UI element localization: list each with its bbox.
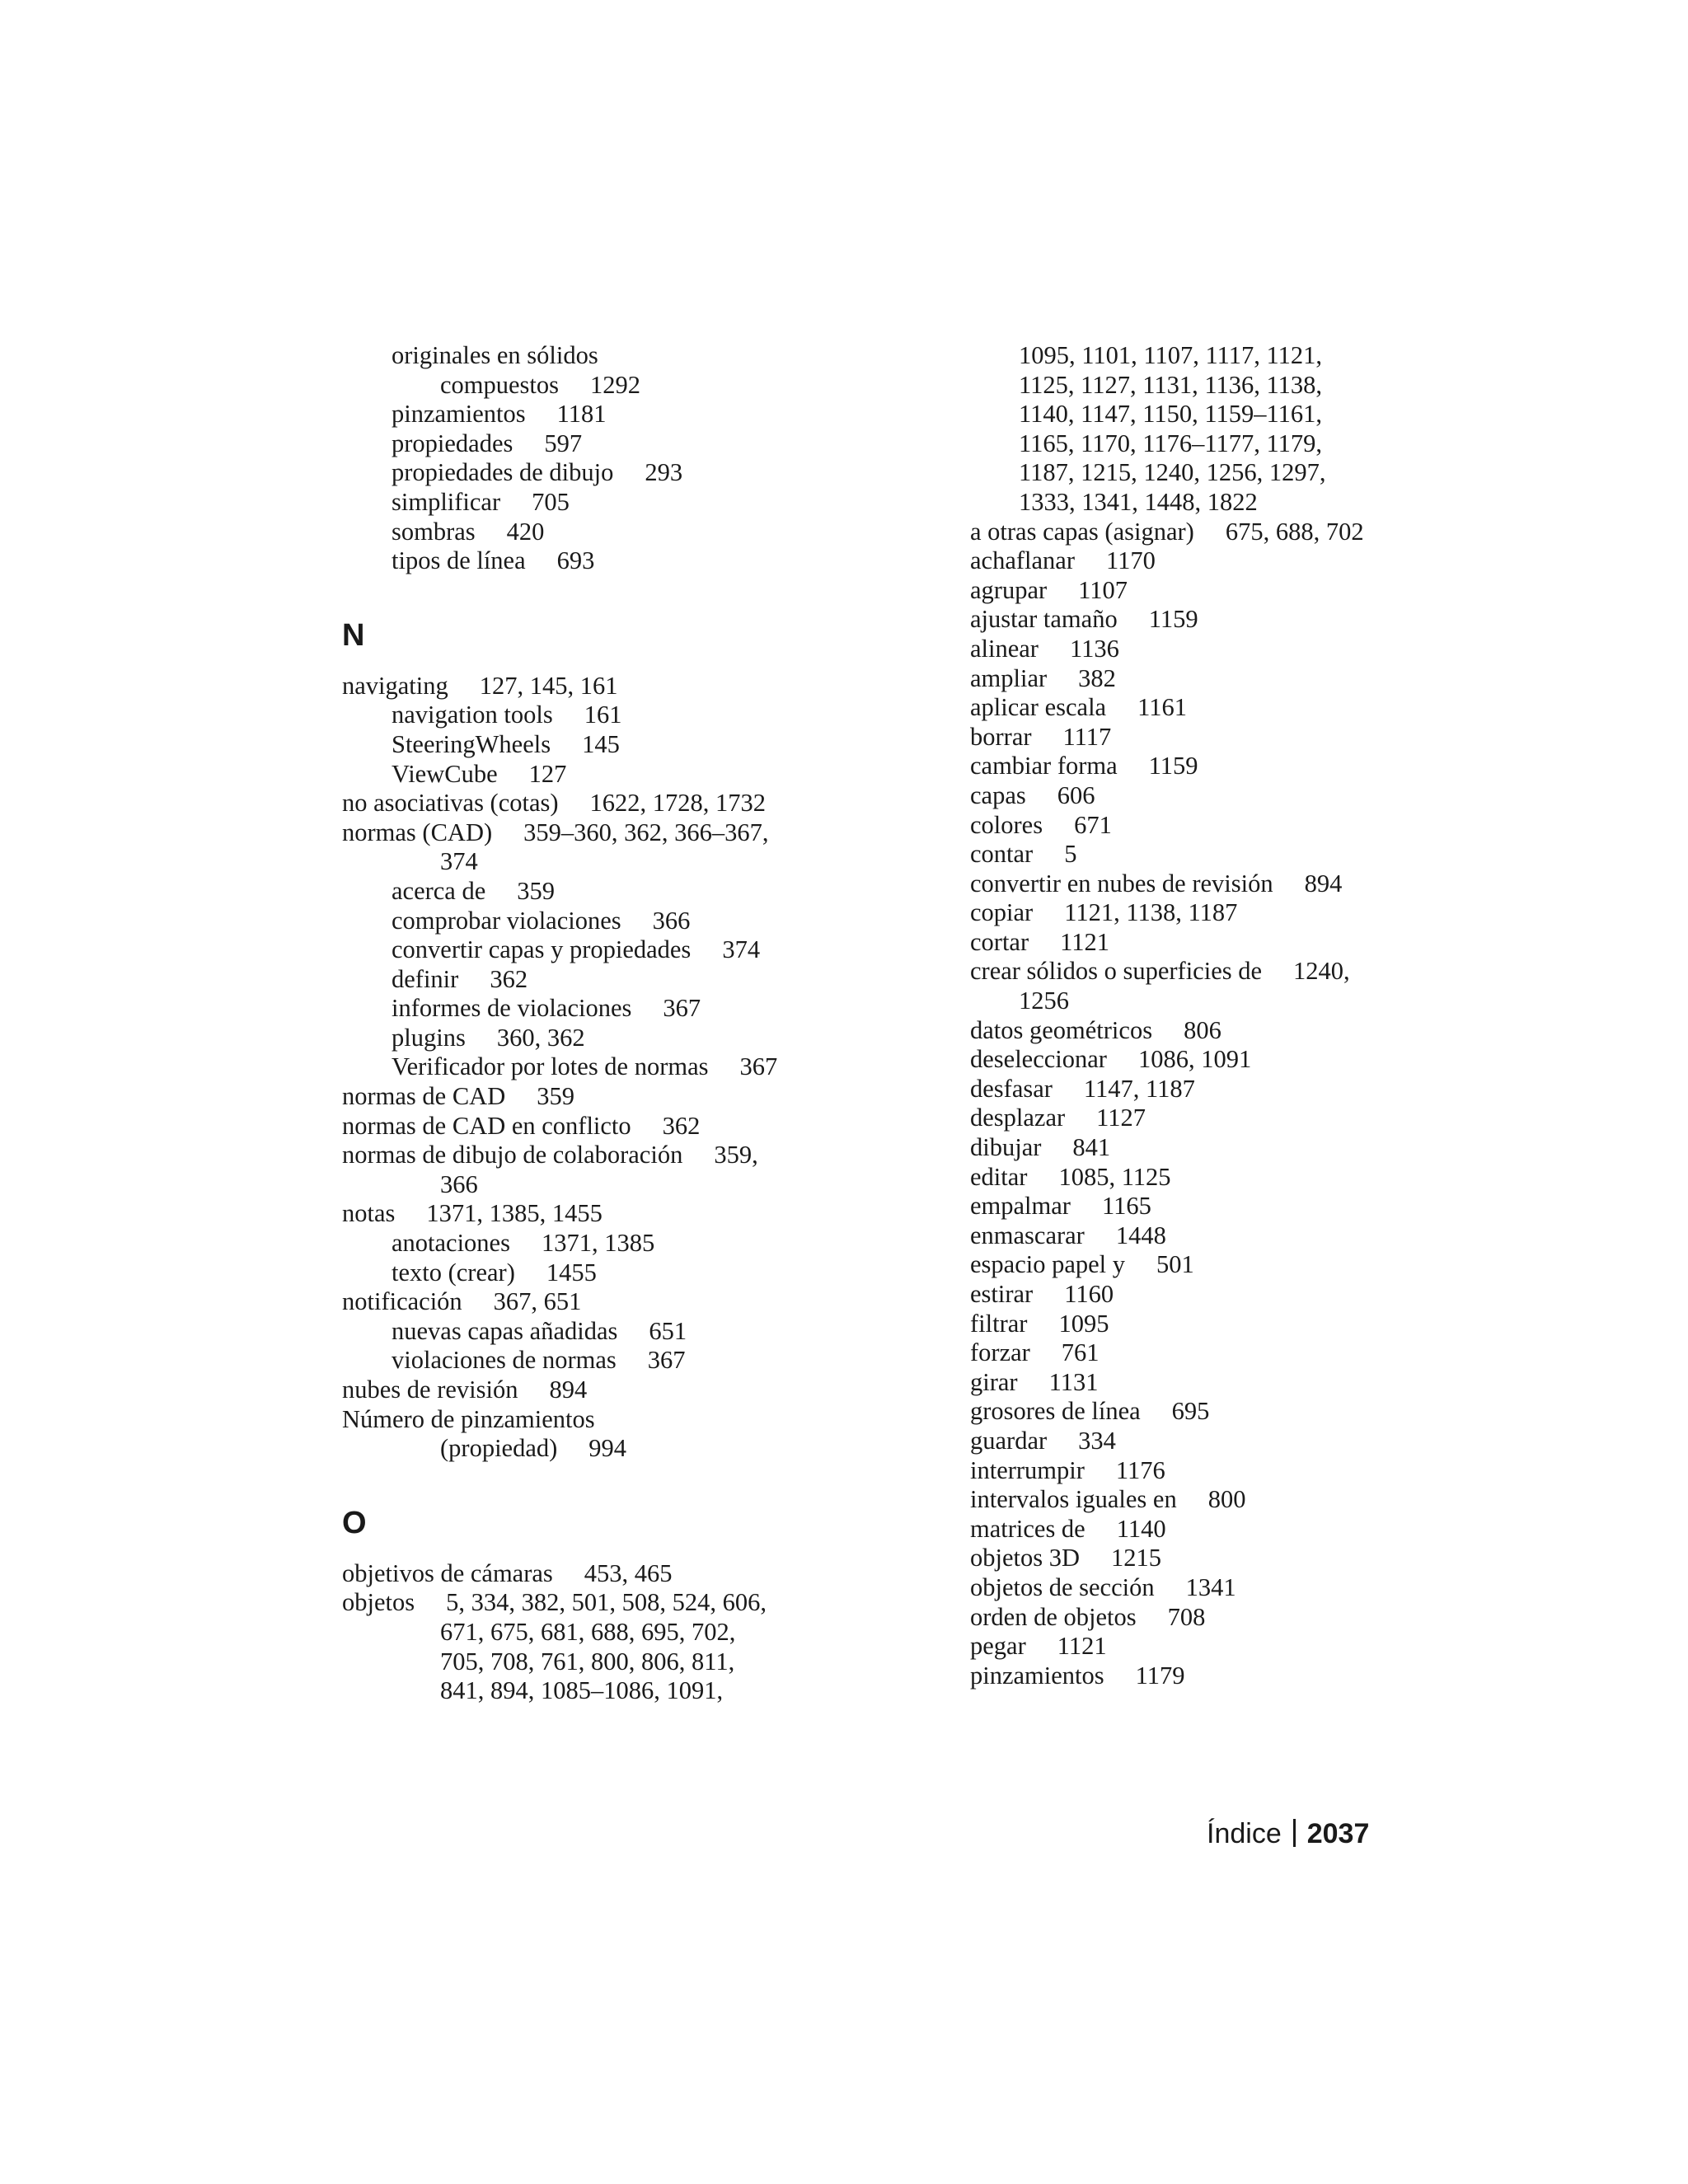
entry-term: normas (CAD): [342, 818, 493, 846]
entry-page-refs: 1455: [546, 1258, 597, 1286]
entry-term: violaciones de normas: [392, 1346, 617, 1375]
index-subentry: [342, 1052, 845, 1082]
index-entry: [342, 1588, 845, 1618]
entry-page-refs: 671, 675, 681, 688, 695, 702,: [440, 1617, 736, 1646]
entry-page-refs: 1240,: [1293, 957, 1350, 986]
entry-page-refs: 420: [506, 517, 545, 546]
entry-page-refs: 1131: [1048, 1367, 1099, 1396]
entry-term: ampliar: [970, 663, 1048, 692]
index-subentry: [921, 1045, 1432, 1075]
entry-page-refs: 367, 651: [493, 1287, 582, 1316]
index-continuation-line: [921, 987, 1432, 1016]
entry-term: comprobar violaciones: [392, 906, 621, 935]
entry-term: desfasar: [970, 1074, 1053, 1103]
entry-term: cortar: [970, 927, 1029, 956]
index-subentry: [921, 898, 1432, 928]
index-subentry: [921, 1397, 1432, 1427]
index-subentry: [921, 1250, 1432, 1280]
entry-page-refs: 1121: [1060, 927, 1109, 956]
index-entry: [342, 1559, 845, 1589]
entry-page-refs: 1181: [556, 400, 607, 429]
entry-term: navigating: [342, 671, 448, 700]
index-continuation-line: [342, 1170, 845, 1200]
entry-term: alinear: [970, 634, 1039, 663]
entry-term: ViewCube: [392, 759, 498, 788]
entry-term: compuestos: [440, 370, 560, 399]
index-entry: [342, 1287, 845, 1317]
entry-term: contar: [970, 840, 1034, 869]
index-continuation-line: [921, 488, 1432, 518]
entry-page-refs: 1215: [1111, 1544, 1162, 1572]
index-subentry: [342, 907, 845, 936]
entry-page-refs: 366: [652, 906, 691, 935]
entry-page-refs: 366: [440, 1169, 478, 1198]
entry-term: anotaciones: [392, 1229, 510, 1258]
entry-page-refs: 1121, 1138, 1187: [1064, 898, 1238, 927]
index-subentry: [921, 1632, 1432, 1661]
entry-term: intervalos iguales en: [970, 1485, 1177, 1514]
index-continuation-line: [921, 458, 1432, 488]
index-entry: [342, 789, 845, 818]
entry-page-refs: 1256: [1019, 987, 1069, 1015]
entry-term: Número de pinzamientos: [342, 1404, 595, 1433]
index-entry: [342, 818, 845, 848]
index-subentry: [921, 1544, 1432, 1573]
index-entry: [342, 1082, 845, 1112]
entry-page-refs: 841, 894, 1085–1086, 1091,: [440, 1676, 724, 1705]
entry-term: objetos de sección: [970, 1572, 1155, 1601]
entry-page-refs: 367: [739, 1052, 778, 1081]
index-continuation-line: [342, 1676, 845, 1706]
entry-page-refs: 1170: [1105, 546, 1156, 575]
index-continuation-line: [342, 847, 845, 877]
entry-page-refs: 1125, 1127, 1131, 1136, 1138,: [1019, 370, 1322, 399]
index-subentry: [921, 1368, 1432, 1398]
index-subentry: [921, 781, 1432, 811]
entry-page-refs: 1140, 1147, 1150, 1159–1161,: [1019, 400, 1322, 429]
entry-term: a otras capas (asignar): [970, 517, 1194, 546]
entry-page-refs: 360, 362: [496, 1023, 585, 1052]
entry-term: informes de violaciones: [392, 994, 632, 1023]
entry-page-refs: 1333, 1341, 1448, 1822: [1019, 487, 1258, 516]
entry-page-refs: 1371, 1385: [541, 1229, 655, 1258]
entry-page-refs: 651: [649, 1316, 687, 1345]
entry-page-refs: 800: [1207, 1485, 1246, 1514]
entry-term: desplazar: [970, 1104, 1066, 1132]
entry-term: definir: [392, 964, 459, 993]
entry-page-refs: 5: [1064, 840, 1077, 869]
entry-term: navigation tools: [392, 701, 553, 729]
index-subentry: [342, 518, 845, 547]
index-continuation-line: [342, 371, 845, 401]
entry-page-refs: 671: [1074, 810, 1112, 839]
entry-term: SteeringWheels: [392, 729, 551, 758]
index-subentry: [921, 723, 1432, 752]
index-subentry: [921, 1310, 1432, 1339]
entry-term: no asociativas (cotas): [342, 789, 559, 818]
right-column: [921, 341, 1432, 1690]
index-entry: [342, 1112, 845, 1141]
entry-page-refs: 693: [556, 546, 595, 575]
index-subentry: [921, 1016, 1432, 1046]
index-subentry: [921, 1427, 1432, 1456]
entry-term: colores: [970, 810, 1043, 839]
entry-term: tipos de línea: [392, 546, 526, 575]
entry-term: borrar: [970, 722, 1032, 751]
index-subentry: [342, 701, 845, 730]
index-subentry: [921, 1485, 1432, 1515]
index-subentry: [921, 546, 1432, 576]
entry-term: normas de dibujo de colaboración: [342, 1141, 683, 1169]
index-continuation-line: [921, 371, 1432, 401]
entry-term: guardar: [970, 1426, 1048, 1455]
entry-page-refs: 1448: [1115, 1221, 1166, 1249]
entry-term: orden de objetos: [970, 1602, 1137, 1631]
index-subentry: [921, 957, 1432, 987]
index-subentry: [921, 605, 1432, 635]
entry-term: sombras: [392, 517, 476, 546]
entry-page-refs: 359–360, 362, 366–367,: [523, 818, 769, 846]
index-subentry: [342, 1024, 845, 1053]
footer-section-label: Índice: [1207, 1818, 1282, 1849]
entry-term: dibujar: [970, 1133, 1042, 1162]
index-continuation-line: [921, 429, 1432, 459]
entry-page-refs: 1117: [1062, 722, 1112, 751]
index-continuation-line: [342, 1618, 845, 1647]
entry-term: plugins: [392, 1023, 466, 1052]
entry-page-refs: 362: [662, 1111, 701, 1140]
entry-page-refs: 359: [537, 1082, 574, 1111]
entry-page-refs: 1086, 1091: [1137, 1045, 1252, 1074]
entry-term: convertir capas y propiedades: [392, 935, 692, 964]
entry-term: estirar: [970, 1280, 1034, 1308]
entry-term: espacio papel y: [970, 1250, 1126, 1279]
entries-o-block: [342, 1559, 845, 1706]
index-entry: [342, 1405, 845, 1435]
entry-term: Verificador por lotes de normas: [392, 1052, 709, 1081]
entry-page-refs: 127: [528, 759, 567, 788]
index-subentry: [342, 1229, 845, 1258]
entry-term: grosores de línea: [970, 1397, 1141, 1426]
index-subentry: [921, 928, 1432, 958]
index-subentry: [342, 429, 845, 459]
entry-page-refs: 894: [549, 1376, 588, 1404]
left-column: [342, 341, 845, 1706]
index-entry: [342, 1141, 845, 1170]
index-subentry: [342, 1346, 845, 1376]
index-continuation-line: [342, 1647, 845, 1677]
entry-page-refs: 362: [490, 964, 528, 993]
entry-page-refs: 161: [584, 701, 622, 729]
index-subentry: [342, 994, 845, 1024]
index-subentry: [921, 1133, 1432, 1163]
entry-term: normas de CAD en conflicto: [342, 1111, 631, 1140]
entry-page-refs: 501: [1156, 1250, 1194, 1279]
entry-term: notas: [342, 1199, 396, 1228]
entry-page-refs: 145: [582, 729, 620, 758]
entry-term: enmascarar: [970, 1221, 1085, 1249]
index-subentry: [921, 811, 1432, 841]
entry-page-refs: 994: [588, 1434, 627, 1463]
index-subentry: [921, 635, 1432, 664]
entry-page-refs: 1107: [1078, 575, 1128, 604]
index-subentry: [342, 965, 845, 995]
index-subentry: [921, 1573, 1432, 1603]
entry-page-refs: 1085, 1125: [1058, 1162, 1171, 1191]
index-subentry: [921, 869, 1432, 899]
index-subentry: [921, 752, 1432, 781]
entry-term: propiedades de dibujo: [392, 458, 614, 487]
entry-term: capas: [970, 780, 1026, 809]
entry-term: objetivos de cámaras: [342, 1558, 553, 1587]
entry-page-refs: 359,: [714, 1141, 758, 1169]
entry-page-refs: 5, 334, 382, 501, 508, 524, 606,: [446, 1588, 767, 1617]
index-subentry: [921, 1163, 1432, 1193]
index-entry: [342, 1376, 845, 1405]
index-subentry: [342, 546, 845, 576]
entry-page-refs: 1095: [1058, 1309, 1109, 1338]
index-subentry: [342, 935, 845, 965]
entry-page-refs: 1127: [1096, 1104, 1146, 1132]
index-subentry: [921, 1456, 1432, 1486]
entry-page-refs: 1165: [1101, 1192, 1151, 1221]
entry-term: forzar: [970, 1338, 1030, 1367]
entry-page-refs: 334: [1078, 1426, 1116, 1455]
index-subentry: [921, 1221, 1432, 1251]
entry-page-refs: 841: [1072, 1133, 1111, 1162]
entry-term: nuevas capas añadidas: [392, 1316, 618, 1345]
index-subentry: [921, 1338, 1432, 1368]
entry-page-refs: 374: [440, 847, 478, 876]
section-heading-o: O: [342, 1505, 367, 1540]
entry-page-refs: 1140: [1116, 1514, 1166, 1543]
entry-page-refs: 1159: [1148, 605, 1198, 634]
entry-page-refs: 1341: [1185, 1572, 1236, 1601]
entry-page-refs: 367: [663, 994, 701, 1023]
index-subentry: [342, 458, 845, 488]
index-subentry: [921, 1280, 1432, 1310]
entry-page-refs: 1176: [1115, 1455, 1165, 1484]
entry-term: normas de CAD: [342, 1082, 506, 1111]
entry-page-refs: 359: [517, 876, 556, 905]
entry-term: aplicar escala: [970, 693, 1107, 722]
entries-continued-block: [342, 341, 845, 576]
page-footer: [1207, 1818, 1369, 1850]
entry-page-refs: 606: [1057, 780, 1095, 809]
entry-page-refs: 708: [1167, 1602, 1206, 1631]
index-subentry: [921, 1515, 1432, 1544]
page-number: 2037: [1306, 1818, 1370, 1849]
entry-term: interrumpir: [970, 1455, 1085, 1484]
entry-page-refs: 1622, 1728, 1732: [589, 789, 767, 818]
entry-term: objetos: [342, 1588, 415, 1617]
entry-page-refs: 1095, 1101, 1107, 1117, 1121,: [1019, 341, 1322, 369]
index-subentry: [342, 400, 845, 429]
entry-page-refs: 806: [1184, 1015, 1221, 1044]
index-subentry: [921, 1661, 1432, 1691]
entry-page-refs: 1165, 1170, 1176–1177, 1179,: [1019, 429, 1322, 457]
index-subentry: [342, 877, 845, 907]
entries-objetos-block: [921, 341, 1432, 1690]
index-subentry: [921, 1603, 1432, 1633]
entry-page-refs: 705, 708, 761, 800, 806, 811,: [440, 1647, 735, 1675]
index-subentry: [921, 1104, 1432, 1133]
entry-term: simplificar: [392, 487, 501, 516]
entry-page-refs: 367: [647, 1346, 686, 1375]
entry-page-refs: 1179: [1135, 1661, 1185, 1690]
entry-term: copiar: [970, 898, 1034, 927]
entry-term: crear sólidos o superficies de: [970, 957, 1263, 986]
index-subentry: [342, 730, 845, 760]
entry-term: filtrar: [970, 1309, 1028, 1338]
index-subentry: [921, 1192, 1432, 1221]
entry-term: notificación: [342, 1287, 462, 1316]
entry-page-refs: 894: [1304, 869, 1343, 898]
entry-term: achaflanar: [970, 546, 1075, 575]
index-continuation-line: [342, 1434, 845, 1464]
index-continuation-line: [921, 341, 1432, 371]
entry-term: pinzamientos: [392, 400, 526, 429]
entry-page-refs: 1147, 1187: [1083, 1074, 1195, 1103]
entry-term: ajustar tamaño: [970, 605, 1118, 634]
entry-term: deseleccionar: [970, 1045, 1107, 1074]
entry-term: agrupar: [970, 575, 1048, 604]
entry-page-refs: 1121: [1057, 1632, 1107, 1661]
entry-page-refs: 675, 688, 702: [1225, 517, 1364, 546]
index-subentry: [921, 518, 1432, 547]
entry-page-refs: 705: [532, 487, 570, 516]
index-subentry: [342, 1317, 845, 1347]
index-subentry: [921, 664, 1432, 694]
entry-term: pegar: [970, 1632, 1026, 1661]
entry-term: pinzamientos: [970, 1661, 1104, 1690]
index-subentry: [921, 693, 1432, 723]
entry-term: empalmar: [970, 1192, 1071, 1221]
entry-page-refs: 293: [645, 458, 683, 487]
index-entry: [342, 672, 845, 701]
index-subentry: [921, 1075, 1432, 1104]
entries-n-block: [342, 672, 845, 1464]
index-subentry: [342, 488, 845, 518]
index-subentry: [342, 341, 845, 371]
entry-term: editar: [970, 1162, 1028, 1191]
index-subentry: [342, 1258, 845, 1288]
section-heading-n: N: [342, 617, 365, 653]
entry-page-refs: 1161: [1137, 693, 1187, 722]
entry-term: datos geométricos: [970, 1015, 1153, 1044]
index-continuation-line: [921, 400, 1432, 429]
index-subentry: [921, 840, 1432, 869]
entry-page-refs: 1160: [1064, 1280, 1114, 1308]
entry-page-refs: 382: [1078, 663, 1116, 692]
entry-page-refs: 1136: [1069, 634, 1119, 663]
index-entry: [342, 1199, 845, 1229]
entry-term: objetos 3D: [970, 1544, 1081, 1572]
entry-page-refs: 597: [544, 429, 583, 457]
entry-page-refs: 453, 465: [584, 1558, 673, 1587]
entry-term: girar: [970, 1367, 1018, 1396]
entry-term: originales en sólidos: [392, 341, 598, 369]
entry-page-refs: 1159: [1148, 752, 1198, 780]
entry-page-refs: 1187, 1215, 1240, 1256, 1297,: [1019, 458, 1326, 487]
entry-term: convertir en nubes de revisión: [970, 869, 1273, 898]
index-subentry: [921, 576, 1432, 606]
entry-page-refs: 374: [722, 935, 761, 964]
entry-term: texto (crear): [392, 1258, 515, 1286]
entry-page-refs: 127, 145, 161: [479, 671, 618, 700]
entry-term: acerca de: [392, 876, 486, 905]
entry-page-refs: 761: [1061, 1338, 1100, 1367]
entry-term: nubes de revisión: [342, 1376, 518, 1404]
entry-term: matrices de: [970, 1514, 1085, 1543]
entry-page-refs: 695: [1171, 1397, 1210, 1426]
footer-separator: [1293, 1819, 1296, 1847]
index-subentry: [342, 760, 845, 790]
entry-page-refs: 1371, 1385, 1455: [426, 1199, 603, 1228]
entry-term: propiedades: [392, 429, 513, 457]
entry-page-refs: 1292: [590, 370, 641, 399]
entry-term: cambiar forma: [970, 752, 1118, 780]
entry-term: (propiedad): [440, 1434, 558, 1463]
